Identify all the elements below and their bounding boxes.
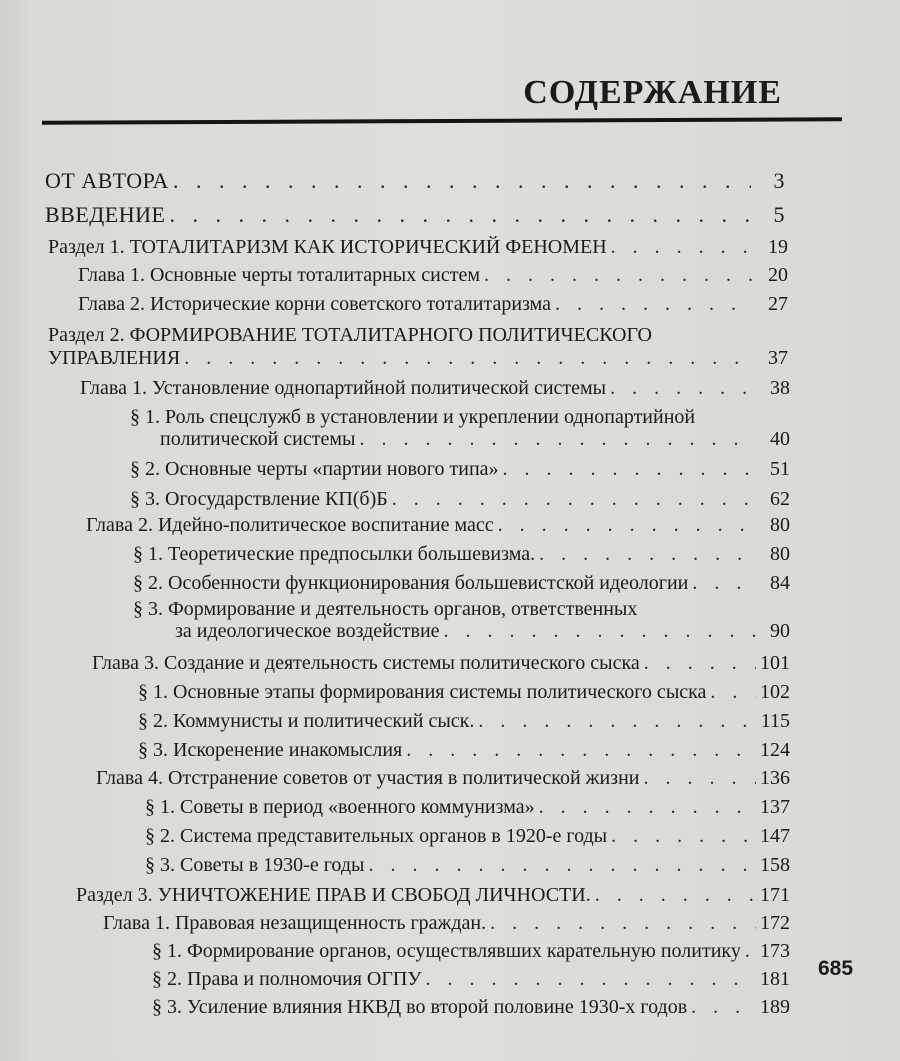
toc-entry-title: § 2. Основные черты «партии нового типа» bbox=[130, 458, 499, 480]
dot-leader bbox=[745, 940, 756, 963]
toc-paragraph-line-1: § 3. Формирование и деятельность органов, ответственных bbox=[133, 598, 638, 620]
dot-leader bbox=[710, 681, 756, 704]
toc-entry-title: § 1. Теоретические предпосылки большевизма. bbox=[133, 543, 536, 565]
toc-entry-intro[interactable] bbox=[45, 202, 785, 228]
toc-entry-page: 3 bbox=[773, 168, 785, 193]
toc-entry-title: § 1. Советы в период «военного коммунизма» bbox=[145, 796, 535, 818]
toc-entry-page: 80 bbox=[770, 514, 790, 536]
dot-leader bbox=[691, 996, 756, 1019]
toc-entry-title: § 3. Советы в 1930-е годы bbox=[145, 854, 365, 876]
toc-entry-title: § 3. Искоренение инакомыслия bbox=[138, 739, 403, 761]
toc-entry-page: 90 bbox=[770, 620, 790, 642]
toc-entry-title: Глава 1. Установление однопартийной политической системы bbox=[80, 377, 607, 399]
toc-entry-title: ВВЕДЕНИЕ bbox=[45, 202, 166, 227]
dot-leader bbox=[368, 854, 756, 877]
toc-entry-title: Глава 2. Идейно-политическое воспитание масс bbox=[86, 514, 494, 536]
toc-entry-page: 101 bbox=[760, 652, 790, 674]
dot-leader bbox=[490, 912, 756, 935]
dot-leader bbox=[611, 825, 756, 848]
dot-leader bbox=[406, 739, 756, 762]
toc-entry-page: 19 bbox=[768, 236, 788, 258]
dot-leader bbox=[173, 168, 751, 194]
toc-entry-page: 37 bbox=[768, 347, 788, 369]
toc-entry-page: 27 bbox=[768, 293, 788, 315]
toc-entry-page: 172 bbox=[760, 912, 790, 934]
toc-entry-title: § 1. Основные этапы формирования системы политического сыска bbox=[138, 681, 707, 703]
toc-chapter[interactable] bbox=[96, 767, 790, 790]
toc-chapter[interactable] bbox=[92, 652, 790, 675]
toc-entry-page: 38 bbox=[770, 377, 790, 399]
dot-leader bbox=[611, 236, 754, 259]
toc-entry-page: 181 bbox=[760, 968, 790, 990]
toc-entry-title: § 3. Усиление влияния НКВД во второй половине 1930-х годов bbox=[152, 996, 688, 1018]
toc-entry-page: 137 bbox=[760, 796, 790, 818]
toc-paragraph[interactable] bbox=[175, 620, 790, 643]
toc-entry-page: 147 bbox=[760, 825, 790, 847]
toc-entry-title: за идеологическое воздействие bbox=[175, 620, 440, 642]
toc-paragraph-line-1: § 1. Роль спецслужб в установлении и укреплении однопартийной bbox=[130, 406, 696, 428]
toc-entry-title: § 2. Права и полномочия ОГПУ bbox=[152, 968, 422, 990]
dot-leader bbox=[539, 543, 756, 566]
toc-chapter[interactable] bbox=[78, 264, 788, 287]
toc-paragraph[interactable] bbox=[152, 940, 790, 963]
toc-entry-title: УПРАВЛЕНИЯ bbox=[48, 347, 181, 369]
dot-leader bbox=[478, 710, 756, 733]
toc-entry-title: политической системы bbox=[160, 428, 356, 450]
toc-entry-page: 189 bbox=[760, 996, 790, 1018]
toc-paragraph[interactable] bbox=[138, 681, 790, 704]
toc-paragraph[interactable] bbox=[152, 996, 790, 1019]
toc-entry-page: 20 bbox=[768, 264, 788, 286]
toc-section-3[interactable] bbox=[76, 884, 790, 907]
toc-entry-title: Раздел 3. УНИЧТОЖЕНИЕ ПРАВ И СВОБОД ЛИЧНОСТИ. bbox=[76, 884, 591, 906]
toc-entry-page: 51 bbox=[770, 458, 790, 480]
toc-paragraph[interactable] bbox=[160, 428, 790, 451]
dot-leader bbox=[644, 652, 756, 675]
toc-paragraph[interactable] bbox=[130, 488, 790, 511]
dot-leader bbox=[692, 572, 756, 595]
toc-section-1[interactable] bbox=[48, 236, 788, 259]
toc-entry-title: § 1. Формирование органов, осуществлявших карательную политику bbox=[152, 940, 741, 962]
toc-entry-page: 171 bbox=[760, 884, 790, 906]
toc-entry-page: 124 bbox=[760, 739, 790, 761]
toc-entry-page: 40 bbox=[770, 428, 790, 450]
toc-entry-title: Глава 1. Правовая незащищенность граждан. bbox=[103, 912, 487, 934]
toc-chapter[interactable] bbox=[80, 377, 790, 400]
dot-leader bbox=[539, 796, 756, 819]
toc-paragraph[interactable] bbox=[145, 796, 790, 819]
toc-paragraph[interactable] bbox=[138, 739, 790, 762]
toc-chapter[interactable] bbox=[78, 293, 788, 316]
toc-paragraph[interactable] bbox=[152, 968, 790, 991]
toc-entry-page: 84 bbox=[770, 572, 790, 594]
page-number: 685 bbox=[818, 957, 854, 980]
toc-section-2[interactable] bbox=[48, 347, 788, 370]
toc-entry-title: § 2. Коммунисты и политический сыск. bbox=[138, 710, 475, 732]
toc-entry-page: 5 bbox=[773, 202, 785, 227]
dot-leader bbox=[644, 767, 757, 790]
dot-leader bbox=[484, 264, 754, 287]
dot-leader bbox=[392, 488, 756, 511]
toc-entry-page: 115 bbox=[760, 710, 790, 732]
toc-entry-page: 158 bbox=[760, 854, 790, 876]
dot-leader bbox=[498, 514, 756, 537]
dot-leader bbox=[426, 968, 756, 991]
toc-chapter[interactable] bbox=[86, 514, 790, 537]
toc-entry-page: 62 bbox=[770, 488, 790, 510]
dot-leader bbox=[359, 428, 756, 451]
toc-chapter[interactable] bbox=[103, 912, 790, 935]
toc-entry-title: § 3. Огосударствление КП(б)Б bbox=[130, 488, 388, 510]
toc-entry-title: Глава 1. Основные черты тоталитарных систем bbox=[78, 264, 480, 286]
toc-paragraph[interactable] bbox=[133, 543, 790, 566]
toc-entry-title: Глава 4. Отстранение советов от участия в политической жизни bbox=[96, 767, 640, 789]
toc-entry-page: 173 bbox=[760, 940, 790, 962]
toc-section-2-line-1: Раздел 2. ФОРМИРОВАНИЕ ТОТАЛИТАРНОГО ПОЛИТИЧЕСКОГО bbox=[48, 324, 653, 346]
toc-paragraph[interactable] bbox=[133, 572, 790, 595]
dot-leader bbox=[184, 347, 754, 370]
toc-entry-page: 102 bbox=[760, 681, 790, 703]
dot-leader bbox=[595, 884, 756, 907]
toc-entry-title: ОТ АВТОРА bbox=[45, 168, 169, 193]
toc-paragraph[interactable] bbox=[130, 458, 790, 481]
toc-entry-title: § 2. Система представительных органов в 1920-е годы bbox=[145, 825, 608, 847]
toc-paragraph[interactable] bbox=[138, 710, 790, 733]
toc-entry-title: Раздел 1. ТОТАЛИТАРИЗМ КАК ИСТОРИЧЕСКИЙ ФЕНОМЕН bbox=[48, 236, 607, 258]
toc-paragraph[interactable] bbox=[145, 854, 790, 877]
dot-leader bbox=[610, 377, 756, 400]
toc-entry-author[interactable] bbox=[45, 168, 785, 194]
dot-leader bbox=[503, 458, 756, 481]
toc-entry-title: § 2. Особенности функционирования большевистской идеологии bbox=[133, 572, 689, 594]
dot-leader bbox=[444, 620, 756, 643]
page-title: СОДЕРЖАНИЕ bbox=[523, 74, 782, 111]
toc-entry-title: Глава 2. Исторические корни советского тоталитаризма bbox=[78, 293, 552, 315]
toc-entry-page: 136 bbox=[760, 767, 790, 789]
toc-entry-page: 80 bbox=[770, 543, 790, 565]
toc-entry-title: Глава 3. Создание и деятельность системы политического сыска bbox=[92, 652, 640, 674]
dot-leader bbox=[169, 202, 751, 228]
toc-paragraph[interactable] bbox=[145, 825, 790, 848]
dot-leader bbox=[555, 293, 754, 316]
